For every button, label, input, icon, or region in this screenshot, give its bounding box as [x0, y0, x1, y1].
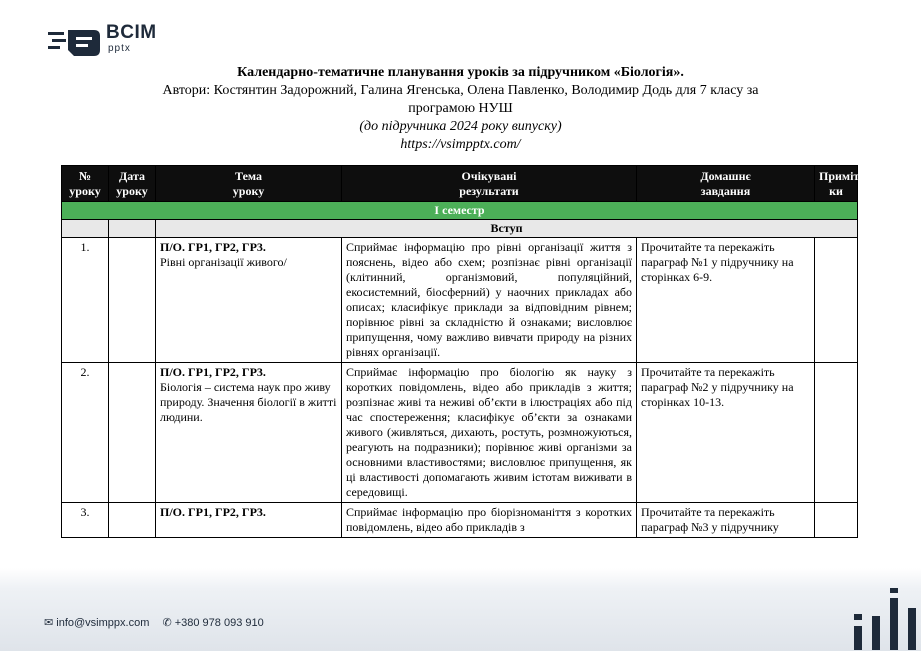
source-url[interactable]: https://vsimpptx.com/	[400, 137, 521, 152]
group-tag: П/О. ГР1, ГР2, ГР3.	[160, 240, 266, 254]
lesson-topic	[156, 363, 342, 503]
authors-line: Автори: Костянтин Задорожний, Галина Ягенська, Олена Павленко, Володимир Додь для 7 класу за	[162, 83, 759, 98]
lesson-date	[109, 363, 156, 503]
header-notes: Приміт ки	[815, 166, 858, 202]
lesson-topic	[156, 238, 342, 363]
header-date: Дата уроку	[109, 166, 156, 202]
group-tag: П/О. ГР1, ГР2, ГР3.	[160, 365, 266, 379]
header-homework: Домашнє завдання	[637, 166, 815, 202]
lesson-num: 2.	[62, 363, 109, 503]
email-text: info@vsimppx.com	[56, 617, 150, 629]
logo-sub: pptx	[108, 43, 131, 54]
lesson-results: Сприймає інформацію про біологію як науку з коротких повідомлень, відео або прикладів з життя; розпізнає живі та неживі об’єкти в ілюстраціях або під час спостереження; класифікує об’єкти за ознаками живого (живляться, дихають, ростуть, розмножуються, реагують на подразники); порівнює живі організми за основними властивостями; висловлює припущення, як ці властивості допомагають живим істотам виживати в середовищі.	[342, 363, 637, 503]
lesson-date	[109, 503, 156, 538]
header-num: № уроку	[62, 166, 109, 202]
lesson-notes	[815, 503, 858, 538]
table-row	[62, 238, 858, 363]
lesson-notes	[815, 363, 858, 503]
topic-text: Біологія – система наук про живу природу. Значення біології в житті людини.	[160, 380, 337, 424]
table-row	[62, 363, 858, 503]
program-line: програмою НУШ	[408, 101, 513, 116]
semester-label: І семестр	[62, 202, 858, 220]
header-topic: Тема уроку	[156, 166, 342, 202]
footer-email[interactable]	[44, 617, 152, 629]
logo-brand: BCIM	[106, 22, 157, 43]
lesson-results: Сприймає інформацію про рівні організації життя з пояснень, відео або схем; розпізнає рівні організації (клітинний, організмовий, популяційний, екосистемний, біосферний) у наочних прикладах або описах; класифікує приклади за відповідним рівнем; порівнює рівні за складністю й ознаками; висловлює припущення, чому важливо вивчати природу на різних рівнях організації.	[342, 238, 637, 363]
planning-table	[61, 165, 858, 538]
lesson-notes	[815, 238, 858, 363]
section-label: Вступ	[156, 220, 858, 238]
lesson-homework: Прочитайте та перекажіть параграф №1 у підручнику на сторінках 6-9.	[637, 238, 815, 363]
document-header	[40, 64, 881, 154]
lesson-num: 1.	[62, 238, 109, 363]
header-results: Очікувані результати	[342, 166, 637, 202]
phone-text: +380 978 093 910	[174, 617, 264, 629]
edition-line: (до підручника 2024 року випуску)	[359, 119, 562, 134]
footer-contacts	[44, 616, 274, 629]
group-tag: П/О. ГР1, ГР2, ГР3.	[160, 505, 266, 519]
lesson-results: Сприймає інформацію про біорізноманіття з коротких повідомлень, відео або прикладів з	[342, 503, 637, 538]
logo	[48, 22, 168, 62]
lesson-homework: Прочитайте та перекажіть параграф №3 у підручнику	[637, 503, 815, 538]
table-row	[62, 503, 858, 538]
logo-icon	[48, 28, 102, 58]
mail-icon: ✉	[44, 617, 54, 629]
lesson-num: 3.	[62, 503, 109, 538]
bars-decoration-icon	[852, 586, 918, 650]
lesson-homework: Прочитайте та перекажіть параграф №2 у підручнику на сторінках 10-13.	[637, 363, 815, 503]
lesson-date	[109, 238, 156, 363]
topic-text: Рівні організації живого/	[160, 255, 287, 269]
document-title: Календарно-тематичне планування уроків за підручником «Біологія».	[237, 65, 684, 80]
lesson-topic	[156, 503, 342, 538]
table-header-row	[62, 166, 858, 202]
page-footer	[0, 568, 921, 651]
footer-phone[interactable]	[162, 617, 263, 629]
semester-row	[62, 202, 858, 220]
phone-icon: ✆	[162, 617, 172, 629]
section-row	[62, 220, 858, 238]
